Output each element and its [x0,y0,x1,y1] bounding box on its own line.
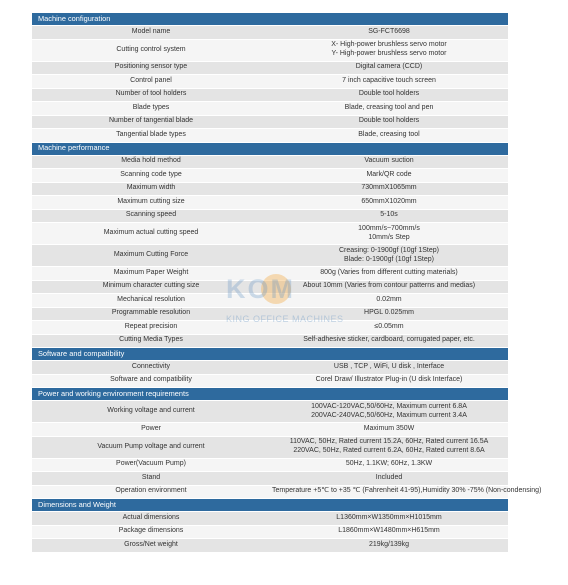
spec-label: Tangential blade types [32,129,270,143]
section-title: Dimensions and Weight [32,499,508,512]
spec-value [270,401,508,423]
spec-value [270,361,508,375]
spec-label: Mechanical resolution [32,294,270,308]
spec-value-line: Y- High-power brushless servo motor [331,50,447,57]
spec-row [32,472,508,486]
spec-row [32,485,508,499]
spec-value-line: Digital camera (CCD) [355,63,423,71]
spec-label: Package dimensions [32,525,270,539]
spec-label: Software and compatibility [32,374,270,388]
spec-value [270,374,508,388]
spec-value [270,196,508,210]
spec-row [32,525,508,539]
spec-value [270,129,508,143]
section-title: Machine configuration [32,13,508,26]
spec-value [270,267,508,281]
spec-row [32,182,508,196]
spec-row [32,374,508,388]
spec-row [32,423,508,437]
spec-value [270,223,508,245]
spec-value [270,169,508,183]
spec-value-line: 7 inch capacitive touch screen [342,76,436,84]
spec-value-line: Temperature +5℃ to +35 ℃ (Fahrenheit 41-95),Humidity 30% -75% (Non-condensing) [272,487,542,495]
spec-label: Maximum cutting size [32,196,270,210]
spec-row [32,115,508,129]
spec-value-line: HPGL 0.025mm [364,309,414,317]
spec-sheet [32,13,542,553]
spec-value-line: 200VAC-240VAC,50/60Hz, Maximum current 3.4A [311,411,467,419]
spec-label: Connectivity [32,361,270,375]
spec-label: Maximum Paper Weight [32,267,270,281]
spec-value-line: About 10mm (Varies from contour patterns and medias) [302,282,476,290]
section-title: Software and compatibility [32,348,508,361]
spec-label: Cutting control system [32,39,270,61]
spec-label: Media hold method [32,155,270,169]
spec-value [270,61,508,75]
spec-row [32,169,508,183]
section-header [32,499,508,512]
spec-label: Positioning sensor type [32,61,270,75]
section-title: Machine performance [32,142,508,155]
spec-value-line: USB , TCP , WiFi, U disk , Interface [333,362,445,370]
spec-value [270,26,508,40]
spec-value-line: Blade, creasing tool [358,130,420,138]
spec-value [270,182,508,196]
spec-label: Stand [32,472,270,486]
watermark-brand: KOM [226,274,295,304]
section-header [32,142,508,155]
spec-value [270,423,508,437]
spec-label: Number of tool holders [32,88,270,102]
spec-row [32,334,508,348]
watermark-tagline: KING OFFICE MACHINES [226,314,344,324]
spec-row [32,75,508,89]
spec-value-line: 800g (Varies from different cutting materials) [320,268,458,276]
spec-value [270,472,508,486]
spec-row [32,26,508,40]
spec-table-body [32,13,542,552]
spec-value-line: 110VAC, 50Hz, Rated current 15.2A, 60Hz, Rated current 16.5A [289,438,489,446]
spec-value [270,75,508,89]
spec-value-line: 10mm/s Step [368,233,410,241]
spec-row [32,88,508,102]
spec-label: Maximum Cutting Force [32,245,270,267]
spec-value-line: Maximum 350W [363,424,415,432]
spec-label: Model name [32,26,270,40]
spec-value [270,485,542,499]
spec-row [32,102,508,116]
spec-label: Scanning code type [32,169,270,183]
spec-value-line: Blade: 0-1900gf (10gf 1Step) [344,255,434,263]
spec-value [270,280,508,294]
spec-row [32,61,508,75]
spec-label: Control panel [32,75,270,89]
spec-value-line: L1360mm×W1350mm×H1015mm [336,513,442,521]
spec-value-line: L1860mm×W1480mm×H615mm [338,527,440,535]
spec-row [32,294,508,308]
spec-label: Power(Vacuum Pump) [32,458,270,472]
spec-label: Power [32,423,270,437]
spec-value-line: 5-10s [380,211,398,219]
spec-label: Gross/Net weight [32,539,270,553]
spec-value-line: Mark/QR code [366,170,412,178]
section-title: Power and working environment requirements [32,388,508,401]
spec-value [270,436,508,458]
spec-row [32,39,508,61]
spec-row [32,209,508,223]
spec-value [270,307,508,321]
spec-label: Repeat precision [32,321,270,335]
spec-value-line: Double tool holders [358,117,420,125]
section-header [32,348,508,361]
spec-value [270,512,508,526]
spec-label: Maximum actual cutting speed [32,223,270,245]
spec-row [32,155,508,169]
spec-value-line: Self-adhesive sticker, cardboard, corrugated paper, etc. [303,336,475,344]
spec-value-line: X- High-power brushless servo motor [331,41,447,49]
spec-row [32,512,508,526]
spec-row [32,436,508,458]
spec-value [270,321,508,335]
spec-value-line: Double tool holders [358,90,420,98]
spec-row [32,280,508,294]
spec-value [270,539,508,553]
spec-value [270,102,508,116]
spec-row [32,307,508,321]
spec-value [270,458,508,472]
spec-value-line: Corel Draw/ Illustrator Plug-in (U disk Interface) [315,376,463,384]
spec-row [32,129,508,143]
spec-row [32,361,508,375]
spec-value-line: 650mmX1020mm [361,197,417,205]
spec-value-line: 0.02mm [376,295,402,303]
spec-value-line: 730mmX1065mm [361,184,417,192]
spec-value-line: 219kg/139kg [368,540,410,548]
spec-value-line: 50Hz, 1.1KW; 60Hz, 1.3KW [345,460,433,468]
spec-label: Blade types [32,102,270,116]
spec-value [270,88,508,102]
spec-table [32,13,542,553]
spec-value [270,209,508,223]
spec-value-line: Vacuum suction [364,157,414,165]
spec-row [32,401,508,423]
spec-label: Operation environment [32,485,270,499]
spec-value-line: ≤0.05mm [374,322,404,330]
spec-label: Cutting Media Types [32,334,270,348]
spec-value-line: 100mm/s~700mm/s [358,224,420,232]
spec-row [32,539,508,553]
spec-row [32,245,508,267]
spec-value-line: Blade, creasing tool and pen [344,103,434,111]
spec-row [32,321,508,335]
spec-label: Number of tangential blade [32,115,270,129]
spec-value-line: Included [375,473,403,481]
spec-value [270,334,508,348]
spec-value-line: SG-FCT6698 [368,27,410,35]
section-header [32,13,508,26]
spec-label: Programmable resolution [32,307,270,321]
spec-label: Actual dimensions [32,512,270,526]
spec-value-line: 220VAC, 50Hz, Rated current 6.2A, 60Hz, Rated current 8.6A [293,447,485,454]
spec-value-line: Creasing: 0-1900gf (10gf 1Step) [338,246,439,254]
spec-row [32,196,508,210]
spec-value [270,115,508,129]
spec-value-line: 100VAC-120VAC,50/60Hz, Maximum current 6.8A [311,402,467,410]
spec-value [270,525,508,539]
spec-value [270,245,508,267]
spec-row [32,223,508,245]
spec-value [270,294,508,308]
spec-label: Maximum width [32,182,270,196]
spec-value [270,39,508,61]
spec-label: Vacuum Pump voltage and current [32,436,270,458]
section-header [32,388,508,401]
spec-label: Minimum character cutting size [32,280,270,294]
spec-value [270,155,508,169]
spec-label: Scanning speed [32,209,270,223]
spec-row [32,267,508,281]
spec-label: Working voltage and current [32,401,270,423]
spec-row [32,458,508,472]
